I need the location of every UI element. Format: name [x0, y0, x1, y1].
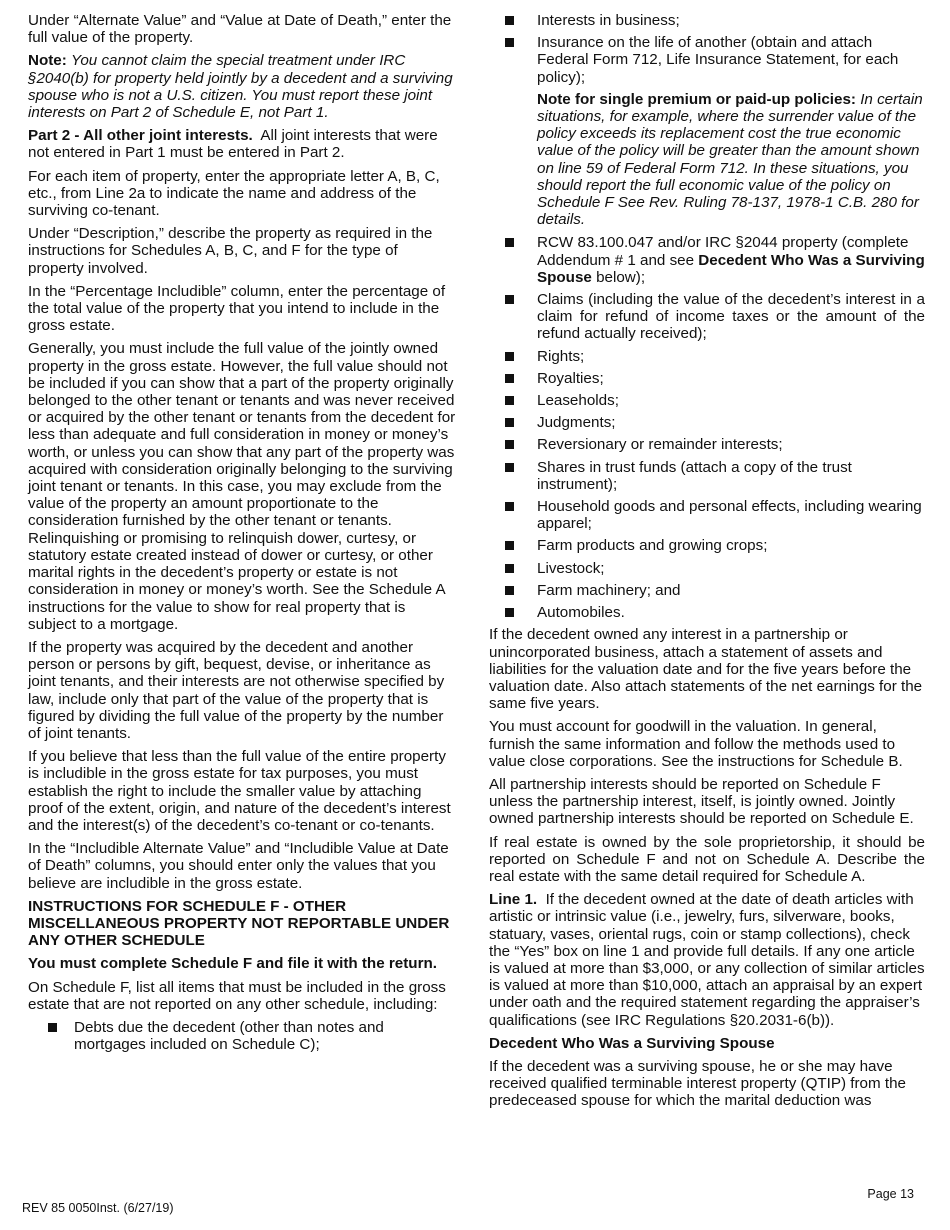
list-item	[489, 537, 925, 554]
list-item	[489, 560, 925, 577]
left-column	[28, 12, 456, 1058]
rcw-text: RCW 83.100.047 and/or IRC §2044 property (complete Addendum # 1 and see	[537, 234, 909, 269]
single-premium-note	[537, 91, 925, 229]
note-label: Note:	[28, 52, 67, 70]
list-item	[489, 582, 925, 599]
rcw-bold: Decedent Who Was a Surviving Spouse	[537, 251, 925, 286]
line1-text: If the decedent owned at the date of death articles with artistic or intrinsic value (i.e., jewelry, furs, silverware, books, statuary, vases, oriental rugs, coin or stamp collections), check the “Yes” box on line 1 and provide full details. If any one article is valued at more than $3,000, or any collection of similar articles is valued at more than $10,000, attach an appraisal by an expert under oath and the required statement regarding the appraiser’s qualifications (see IRC Regulations §20.2031-6(b)).	[489, 891, 925, 1029]
list-item	[489, 459, 925, 493]
right-bullet-list-b	[489, 234, 925, 621]
list-item-text: Royalties;	[537, 369, 604, 387]
list-item	[489, 348, 925, 365]
bullet-icon	[48, 1023, 57, 1032]
page-number: Page 13	[867, 1187, 914, 1201]
list-item	[489, 414, 925, 431]
list-item-text: Insurance on the life of another (obtain and attach Federal Form 712, Life Insurance Statement, for each policy);	[537, 34, 899, 86]
list-item-text: Judgments;	[537, 414, 616, 432]
believe-paragraph: If you believe that less than the full value of the entire property is includible in the gross estate for tax purposes, you must establish the right to include the smaller value by attaching proof of the extent, origin, and nature of the decedent’s interest and the interest(s) of the decedent’s co-tenant or co-tenants.	[28, 748, 451, 834]
list-item	[489, 12, 925, 29]
list-item	[489, 370, 925, 387]
part2-label: Part 2 - All other joint interests.	[28, 127, 253, 145]
percentage-paragraph: In the “Percentage Includible” column, enter the percentage of the total value of the property that you intend to include in the gross estate.	[28, 282, 446, 335]
list-item	[489, 34, 925, 86]
bullet-icon	[505, 295, 514, 304]
part2-text: All joint interests that were not entered in Part 1 must be entered in Part 2.	[28, 127, 438, 162]
schedule-f-heading: INSTRUCTIONS FOR SCHEDULE F - OTHER MISCELLANEOUS PROPERTY NOT REPORTABLE UNDER ANY OTHER SCHEDULE	[28, 897, 450, 950]
bullet-icon	[505, 16, 514, 25]
list-intro-paragraph: On Schedule F, list all items that must be included in the gross estate that are not reported on any other schedule, including:	[28, 978, 446, 1013]
form-id: REV 85 0050Inst. (6/27/19)	[22, 1201, 174, 1215]
note-paragraph	[28, 52, 456, 121]
list-item	[489, 436, 925, 453]
all-partnership-paragraph: All partnership interests should be reported on Schedule F unless the partnership interest, itself, is jointly owned. Jointly owned partnership interests should be reported on Schedule E.	[489, 775, 914, 828]
left-bullet-list	[28, 1019, 456, 1053]
list-item-text: Livestock;	[537, 559, 605, 577]
real-estate-paragraph: If real estate is owned by the sole proprietorship, it should be reported on Schedule F and not on Schedule A. Describe the real estate with the same detail required for Schedule A.	[489, 833, 925, 885]
list-item-text: Shares in trust funds (attach a copy of the trust instrument);	[537, 458, 852, 493]
list-item-text: Farm machinery; and	[537, 581, 681, 599]
list-item-text: Debts due the decedent (other than notes and mortgages included on Schedule C);	[74, 1018, 384, 1054]
list-item	[489, 234, 925, 286]
surviving-spouse-heading: Decedent Who Was a Surviving Spouse	[489, 1034, 775, 1052]
alternate-value-paragraph: Under “Alternate Value” and “Value at Date of Death,” enter the full value of the property.	[28, 12, 452, 47]
bullet-icon	[505, 608, 514, 617]
bullet-icon	[505, 502, 514, 511]
bullet-icon	[505, 440, 514, 449]
list-item-text: Household goods and personal effects, including wearing apparel;	[537, 498, 922, 533]
right-bullet-list-a	[489, 12, 925, 86]
bullet-icon	[505, 352, 514, 361]
note-text: You cannot claim the special treatment under IRC §2040(b) for property held jointly by a decedent and a surviving spouse who is not a U.S. citizen. You must report these joint interests on Part 2 of Schedule E, not Part 1.	[28, 52, 453, 122]
bullet-icon	[505, 374, 514, 383]
line1-paragraph	[489, 891, 925, 1029]
list-item	[28, 1019, 456, 1053]
goodwill-paragraph: You must account for goodwill in the valuation. In general, furnish the same information and follow the methods used to value close corporations. See the instructions for Schedule B.	[489, 718, 903, 770]
must-complete-heading: You must complete Schedule F and file it with the return.	[28, 955, 437, 973]
partnership-paragraph: If the decedent owned any interest in a partnership or unincorporated business, attach a statement of assets and liabilities for the valuation date and for the five years before the valuation date. Also attach statements of the net earnings for the same five years.	[489, 626, 923, 713]
single-premium-text: In certain situations, for example, where the surrender value of the policy exceeds its replacement cost the true economic value of the policy will be greater than the amount shown on line 59 of Federal Form 712. In these situations, you should report the full economic value of the policy on Schedule F See Rev. Ruling 78-137, 1978-1 C.B. 280 for details.	[537, 90, 923, 229]
acquired-paragraph: If the property was acquired by the decedent and another person or persons by gift, bequest, devise, or inheritance as joint tenants, and their interests are not otherwise specified by law, include only that part of the value of the property that is figured by dividing the full value of the property by the number of joint tenants.	[28, 638, 445, 742]
rcw-post: below);	[591, 268, 646, 286]
bullet-icon	[505, 418, 514, 427]
list-item-text: Farm products and growing crops;	[537, 537, 768, 555]
letter-paragraph: For each item of property, enter the appropriate letter A, B, C, etc., from Line 2a to indicate the name and address of the surviving co-tenant.	[28, 167, 440, 220]
bullet-icon	[505, 463, 514, 472]
description-paragraph: Under “Description,” describe the property as required in the instructions for Schedules A, B, C, and F for the type of property involved.	[28, 225, 433, 277]
list-item-text: Rights;	[537, 347, 585, 365]
bullet-icon	[505, 396, 514, 405]
list-item	[489, 498, 925, 532]
list-item	[489, 604, 925, 621]
bullet-icon	[505, 564, 514, 573]
bullet-icon	[505, 38, 514, 47]
right-column	[489, 12, 925, 1116]
bullet-icon	[505, 541, 514, 550]
surviving-spouse-paragraph: If the decedent was a surviving spouse, he or she may have received qualified terminable interest property (QTIP) from the predeceased spouse for which the marital deduction was	[489, 1057, 906, 1110]
line1-label: Line 1.	[489, 891, 538, 909]
list-item	[489, 392, 925, 409]
list-item-text: Automobiles.	[537, 604, 625, 622]
bullet-icon	[505, 238, 514, 247]
bullet-icon	[505, 586, 514, 595]
single-premium-label: Note for single premium or paid-up policies:	[537, 90, 856, 108]
list-item-text: Claims (including the value of the decedent’s interest in a claim for refund of income taxes or the amount of the refund actually received);	[537, 291, 925, 343]
list-item	[489, 291, 925, 343]
list-item-text: Interests in business;	[537, 12, 680, 29]
list-item-text: Reversionary or remainder interests;	[537, 436, 783, 454]
part2-paragraph	[28, 127, 456, 161]
generally-paragraph: Generally, you must include the full value of the jointly owned property in the gross estate. However, the full value should not be included if you can show that a part of the property originally belonged to the other tenant or tenants and was never received or acquired by the other tenant or tenants from the decedent for less than adequate and full consideration in money or money’s worth, or unless you can show that any part of the property was acquired with consideration originally belonging to the surviving joint tenant or tenants. In this case, you may exclude from the value of the property an amount proportionate to the consideration furnished by the other tenant or tenants. Relinquishing or promising to relinquish dower, curtesy, or statutory estate created instead of dower or curtesy, or other marital rights in the decedent’s property or estate is not consideration in money or money’s worth. See the Schedule A instructions for the value to show for real property that is subject to a mortgage.	[28, 340, 456, 633]
list-item-text: Leaseholds;	[537, 392, 619, 410]
includible-paragraph: In the “Includible Alternate Value” and “Includible Value at Date of Death” columns, you should enter only the values that you believe are includible in the gross estate.	[28, 840, 449, 892]
